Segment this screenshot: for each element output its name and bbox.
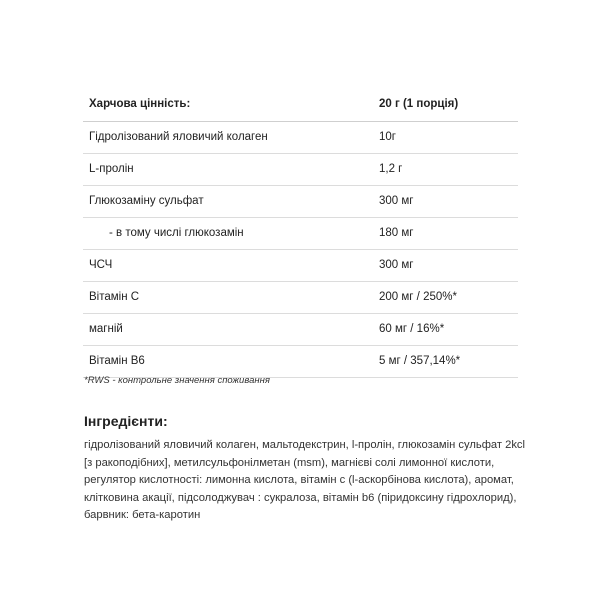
nutrient-value: 200 мг / 250%* <box>379 291 457 303</box>
nutrient-name: Гідролізований яловичий колаген <box>89 131 268 143</box>
table-row <box>83 186 518 218</box>
nutrient-name: Глюкозаміну сульфат <box>89 195 204 207</box>
nutrient-value: 300 мг <box>379 195 414 207</box>
table-row <box>83 314 518 346</box>
header-value: 20 г (1 порція) <box>379 98 459 110</box>
table-row-sub <box>83 218 518 250</box>
nutrient-name: Вітамін C <box>89 291 140 303</box>
ingredients-title: Інгредієнти: <box>84 413 168 429</box>
nutrient-name: Вітамін B6 <box>89 355 145 367</box>
table-row <box>83 122 518 154</box>
footnote: *RWS - контрольне значення споживання <box>84 375 270 386</box>
table-row <box>83 154 518 186</box>
nutrient-value: 300 мг <box>379 259 414 271</box>
ingredients-text: гідролізований яловичий колаген, мальтодекстрин, l-пролін, глюкозамін сульфат 2kcl [з ракоподібних], метилсульфонілметан (msm), магнієві солі лимонної кислоти, регулятор кислотності: лимонна кислота, вітамін с (l-аскорбінова кислота), аромат, клітковина акації, підсолоджувач : сукралоза, вітамін b6 (піридоксину гідрохлорид), барвник: бета-каротин <box>84 439 526 522</box>
table-row <box>83 250 518 282</box>
table-row <box>83 346 518 378</box>
nutrient-value: 10г <box>379 131 396 143</box>
nutrient-name: L-пролін <box>89 163 134 175</box>
nutrition-table <box>83 88 518 378</box>
nutrient-value: 60 мг / 16%* <box>379 323 445 335</box>
table-header-row <box>83 88 518 122</box>
nutrient-value: 180 мг <box>379 227 414 239</box>
header-name: Харчова цінність: <box>89 98 191 110</box>
nutrient-name: ЧСЧ <box>89 259 113 271</box>
nutrient-name: магній <box>89 323 123 335</box>
nutrient-value: 5 мг / 357,14%* <box>379 355 461 367</box>
table-row <box>83 282 518 314</box>
nutrient-value: 1,2 г <box>379 163 403 175</box>
nutrient-name: - в тому числі глюкозамін <box>109 227 244 239</box>
